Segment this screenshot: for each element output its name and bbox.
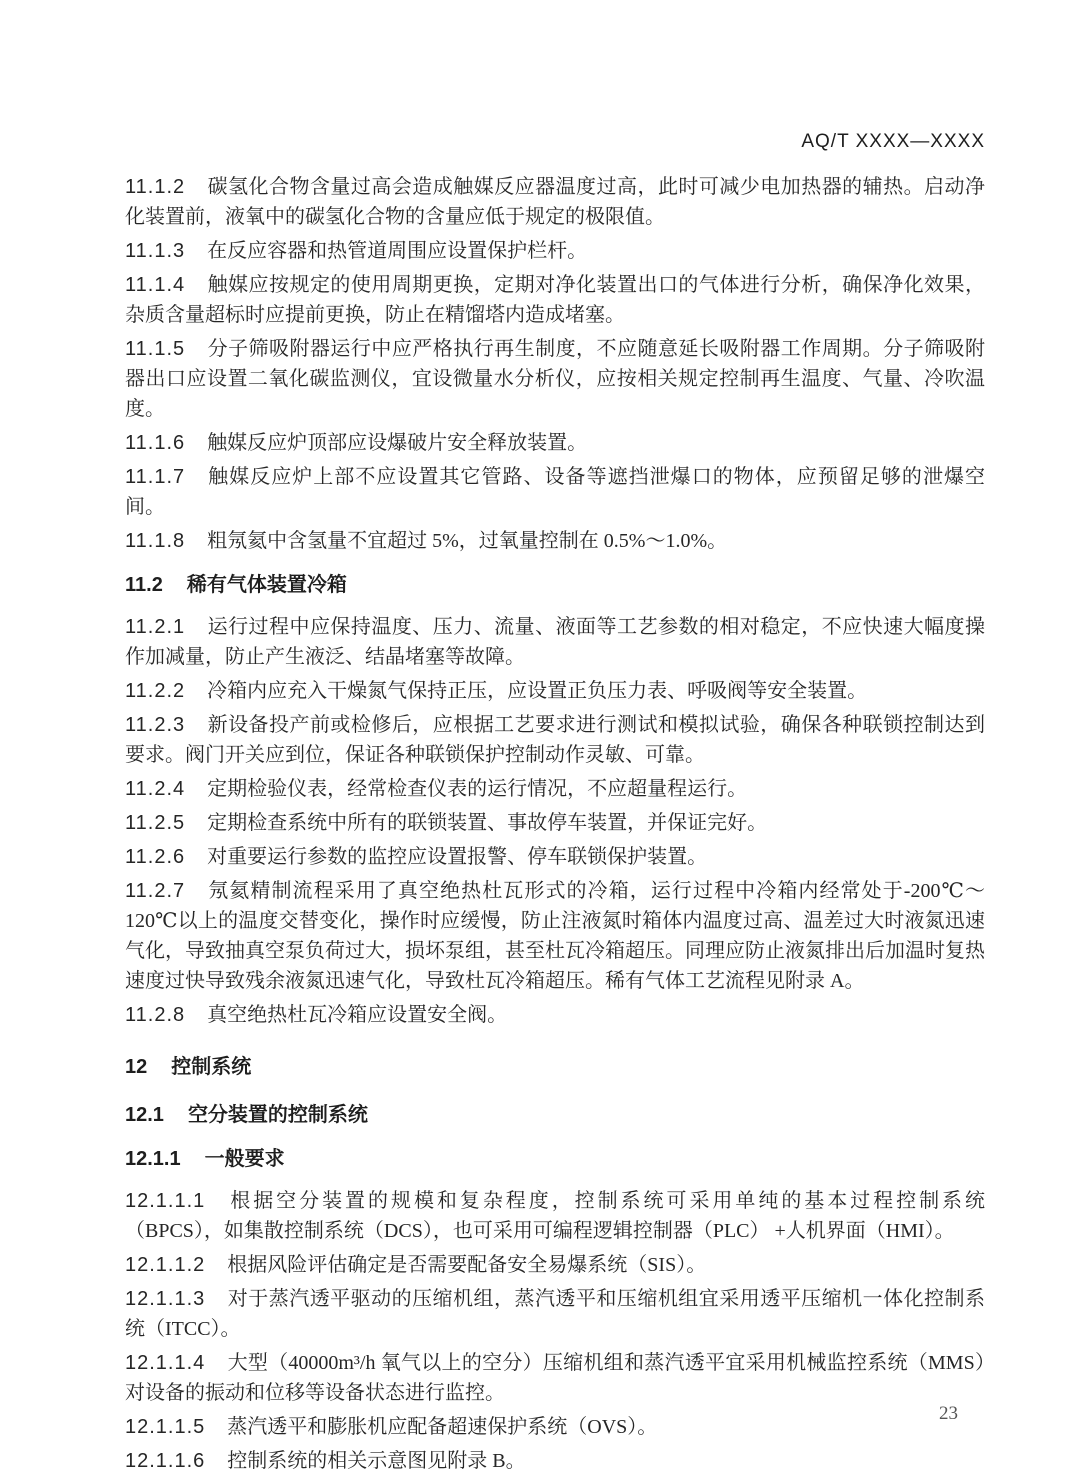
clause-paragraph [125, 876, 985, 996]
clause-paragraph [125, 270, 985, 330]
clause-text: 根据风险评估确定是否需要配备安全易爆系统（SIS）。 [227, 1254, 707, 1276]
clause-number: 12.1.1.1 [125, 1190, 206, 1212]
clause-text: 氖氦精制流程采用了真空绝热杜瓦形式的冷箱，运行过程中冷箱内经常处于-200℃～120℃以上的温度交替变化，操作时应缓慢，防止注液氮时箱体内温度过高、温差过大时液氮迅速气化，导致抽真空泵负荷过大，损坏泵组，甚至杜瓦冷箱超压。同理应防止液氮排出后加温时复热速度过快导致残余液氮迅速气化，导致杜瓦冷箱超压。稀有气体工艺流程见附录 A。 [125, 880, 985, 992]
clause-text: 定期检验仪表，经常检查仪表的运行情况，不应超量程运行。 [207, 778, 748, 800]
clause-number: 11.2.6 [125, 846, 186, 868]
clause-text: 新设备投产前或检修后，应根据工艺要求进行测试和模拟试验，确保各种联锁控制达到要求。阀门开关应到位，保证各种联锁保护控制动作灵敏、可靠。 [125, 714, 985, 766]
clause-paragraph [125, 842, 985, 872]
clause-text: 触媒反应炉上部不应设置其它管路、设备等遮挡泄爆口的物体，应预留足够的泄爆空间。 [125, 466, 985, 518]
page-footer [939, 1403, 958, 1425]
clause-number: 11.1.4 [125, 274, 186, 296]
clause-text: 定期检查系统中所有的联锁装置、事故停车装置，并保证完好。 [207, 812, 768, 834]
clause-number: 11.1.2 [125, 176, 186, 198]
clause-paragraph [125, 1284, 985, 1344]
clause-paragraph [125, 526, 985, 556]
section-heading [125, 1100, 985, 1130]
clause-text: 对重要运行参数的监控应设置报警、停车联锁保护装置。 [207, 846, 708, 868]
clause-paragraph [125, 236, 985, 266]
clause-number: 11.1.7 [125, 466, 186, 488]
clause-number: 11.1.6 [125, 432, 186, 454]
standard-number: AQ/T XXXX—XXXX [801, 131, 985, 152]
clause-number: 11.2.1 [125, 616, 186, 638]
clause-paragraph [125, 1186, 985, 1246]
clause-paragraph [125, 462, 985, 522]
clause-text: 碳氢化合物含量过高会造成触媒反应器温度过高，此时可减少电加热器的辅热。启动净化装置前，液氧中的碳氢化合物的含量应低于规定的极限值。 [125, 176, 985, 228]
clause-number: 11.2.2 [125, 680, 186, 702]
clause-number: 11.1.8 [125, 530, 186, 552]
clause-text: 分子筛吸附器运行中应严格执行再生制度，不应随意延长吸附器工作周期。分子筛吸附器出口应设置二氧化碳监测仪，宜设微量水分析仪，应按相关规定控制再生温度、气量、冷吹温度。 [125, 338, 985, 420]
clause-text: 触媒反应炉顶部应设爆破片安全释放装置。 [207, 432, 588, 454]
clause-text: 真空绝热杜瓦冷箱应设置安全阀。 [207, 1004, 508, 1026]
clause-text: 大型（40000m³/h 氧气以上的空分）压缩机组和蒸汽透平宜采用机械监控系统（MMS）对设备的振动和位移等设备状态进行监控。 [125, 1352, 985, 1404]
clause-paragraph [125, 334, 985, 424]
clause-number: 12 [125, 1056, 148, 1078]
clause-text: 冷箱内应充入干燥氮气保持正压，应设置正负压力表、呼吸阀等安全装置。 [207, 680, 868, 702]
clause-text: 控制系统 [171, 1056, 252, 1078]
clause-number: 12.1.1.5 [125, 1416, 206, 1438]
clause-text: 根据空分装置的规模和复杂程度，控制系统可采用单纯的基本过程控制系统（BPCS），如集散控制系统（DCS），也可采用可编程逻辑控制器（PLC） +人机界面（HMI）。 [125, 1190, 985, 1242]
clause-number: 11.2 [125, 574, 163, 596]
section-heading [125, 1052, 985, 1082]
clause-number: 11.2.7 [125, 880, 186, 902]
clause-paragraph [125, 172, 985, 232]
clause-number: 12.1.1 [125, 1148, 181, 1170]
clause-number: 11.2.3 [125, 714, 186, 736]
section-heading [125, 1144, 985, 1174]
clause-text: 空分装置的控制系统 [187, 1104, 368, 1126]
clause-number: 12.1 [125, 1104, 164, 1126]
clause-text: 触媒应按规定的使用周期更换，定期对净化装置出口的气体进行分析，确保净化效果，杂质含量超标时应提前更换，防止在精馏塔内造成堵塞。 [125, 274, 985, 326]
clause-paragraph [125, 1250, 985, 1280]
document-header [801, 131, 985, 153]
clause-text: 一般要求 [204, 1148, 285, 1170]
section-heading [125, 570, 985, 600]
page-number: 23 [939, 1403, 958, 1424]
clause-number: 11.2.4 [125, 778, 186, 800]
clause-paragraph [125, 1446, 985, 1476]
clause-paragraph [125, 774, 985, 804]
clause-paragraph [125, 1412, 985, 1442]
clause-number: 11.2.5 [125, 812, 186, 834]
clause-paragraph [125, 612, 985, 672]
clause-number: 12.1.1.3 [125, 1288, 206, 1310]
clause-paragraph [125, 710, 985, 770]
clause-number: 12.1.1.6 [125, 1450, 206, 1472]
clause-text: 对于蒸汽透平驱动的压缩机组，蒸汽透平和压缩机组宜采用透平压缩机一体化控制系统（ITCC）。 [125, 1288, 985, 1340]
document-body [125, 172, 985, 1480]
clause-text: 运行过程中应保持温度、压力、流量、液面等工艺参数的相对稳定，不应快速大幅度操作加减量，防止产生液泛、结晶堵塞等故障。 [125, 616, 985, 668]
clause-number: 12.1.1.2 [125, 1254, 206, 1276]
clause-paragraph [125, 428, 985, 458]
clause-text: 粗氖氦中含氢量不宜超过 5%，过氧量控制在 0.5%～1.0%。 [207, 530, 728, 552]
clause-number: 12.1.1.4 [125, 1352, 206, 1374]
clause-text: 在反应容器和热管道周围应设置保护栏杆。 [207, 240, 588, 262]
clause-text: 蒸汽透平和膨胀机应配备超速保护系统（OVS）。 [227, 1416, 658, 1438]
clause-number: 11.1.3 [125, 240, 186, 262]
clause-text: 控制系统的相关示意图见附录 B。 [227, 1450, 526, 1472]
clause-paragraph [125, 1000, 985, 1030]
clause-text: 稀有气体装置冷箱 [186, 574, 347, 596]
clause-number: 11.1.5 [125, 338, 186, 360]
clause-paragraph [125, 808, 985, 838]
clause-number: 11.2.8 [125, 1004, 186, 1026]
clause-paragraph [125, 1348, 985, 1408]
clause-paragraph [125, 676, 985, 706]
